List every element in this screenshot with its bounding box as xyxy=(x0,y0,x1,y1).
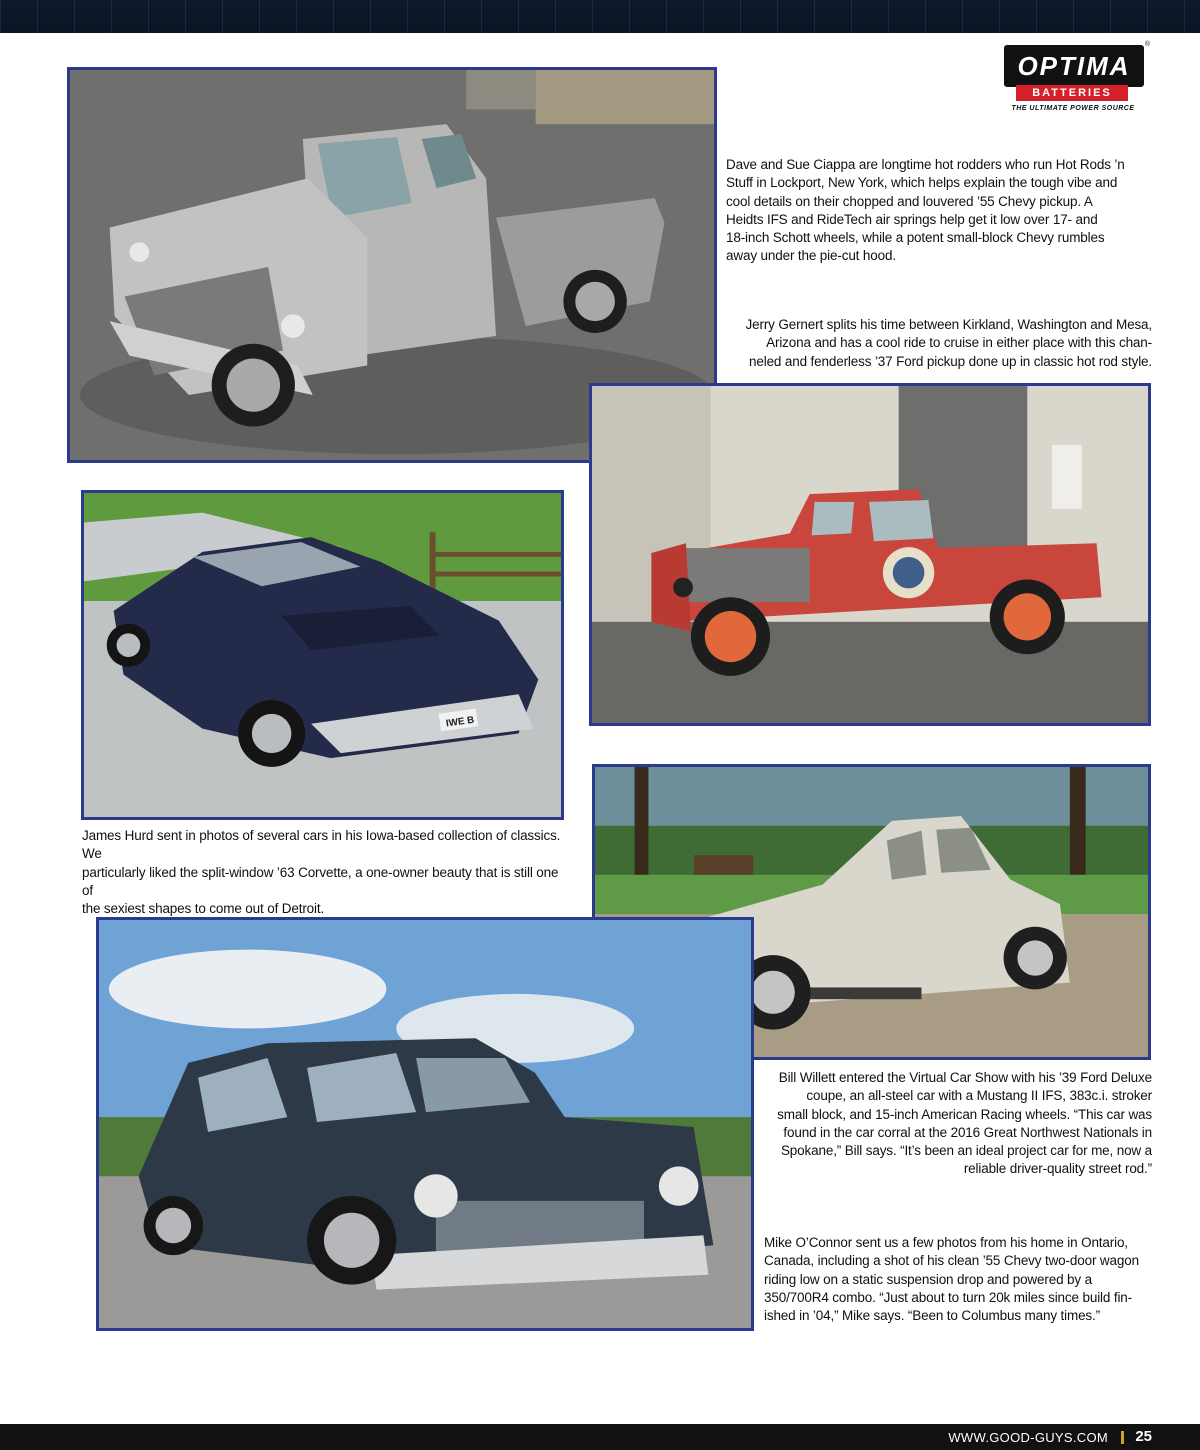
logo-sub: BATTERIES xyxy=(1032,87,1112,99)
caption-line: James Hurd sent in photos of several cars in his Iowa-based collection of classics. We xyxy=(82,828,561,862)
caption-line: 18-inch Schott wheels, while a potent small-block Chevy rumbles xyxy=(726,230,1105,246)
caption-line: Bill Willett entered the Virtual Car Show with his ’39 Ford Deluxe xyxy=(778,1070,1152,1085)
caption-37-ford-pickup xyxy=(700,316,1152,371)
logo-name: OPTIMA xyxy=(1017,50,1131,81)
footer-separator xyxy=(1121,1431,1124,1444)
footer-url[interactable]: WWW.GOOD-GUYS.COM xyxy=(948,1430,1108,1445)
caption-line: small block, and 15-inch American Racing wheels. “This car was xyxy=(777,1106,1152,1122)
caption-line: 350/700R4 combo. “Just about to turn 20k miles since build fin- xyxy=(764,1289,1133,1305)
caption-line: Spokane,” Bill says. “It’s been an ideal project car for me, now a xyxy=(780,1143,1152,1159)
caption-55-chevy-wagon xyxy=(764,1234,1164,1325)
caption-line: neled and fenderless ’37 Ford pickup done up in classic hot rod style. xyxy=(749,353,1152,369)
caption-line: coupe, an all-steel car with a Mustang II IFS, 383c.i. stroker xyxy=(806,1088,1152,1104)
caption-line: riding low on a static suspension drop and powered by a xyxy=(764,1271,1092,1287)
caption-line: found in the car corral at the 2016 Great Northwest Nationals in xyxy=(783,1124,1152,1140)
caption-line: Heidts IFS and RideTech air springs help get it low over 17- and xyxy=(726,211,1098,227)
caption-line: reliable driver-quality street rod.” xyxy=(963,1161,1152,1177)
caption-63-corvette xyxy=(82,827,562,918)
caption-39-ford-coupe xyxy=(700,1069,1152,1179)
logo-wordmark xyxy=(1004,45,1144,87)
caption-line: Mike O’Connor sent us a few photos from his home in Ontario, xyxy=(764,1235,1128,1250)
caption-line: Jerry Gernert splits his time between Kirkland, Washington and Mesa, xyxy=(745,317,1152,332)
caption-line: away under the pie-cut hood. xyxy=(726,248,896,264)
caption-line: cool details on their chopped and louvered ’55 Chevy pickup. A xyxy=(726,193,1093,209)
photo-37-ford-pickup xyxy=(589,383,1151,726)
caption-line: Arizona and has a cool ride to cruise in either place with this chan- xyxy=(766,335,1152,351)
license-plate-text: IWE B xyxy=(445,714,476,730)
optima-logo xyxy=(1004,41,1150,120)
page-footer xyxy=(0,1424,1200,1450)
logo-subbar xyxy=(1016,85,1128,101)
caption-line: Stuff in Lockport, New York, which helps explain the tough vibe and xyxy=(726,175,1118,191)
caption-55-chevy-pickup xyxy=(726,156,1156,266)
top-banner xyxy=(0,0,1200,33)
photo-63-corvette xyxy=(81,490,564,820)
caption-line: ished in ’04,” Mike says. “Been to Columbus many times.” xyxy=(764,1308,1100,1324)
photo-55-chevy-wagon xyxy=(96,917,754,1331)
caption-line: particularly liked the split-window ’63 Corvette, a one-owner beauty that is still one of xyxy=(82,864,559,898)
logo-tagline: THE ULTIMATE POWER SOURCE xyxy=(1011,105,1135,112)
caption-line: the sexiest shapes to come out of Detroit. xyxy=(82,901,325,917)
caption-line: Canada, including a shot of his clean ’55 Chevy two-door wagon xyxy=(764,1253,1139,1269)
registered-mark: ® xyxy=(1144,41,1150,48)
page-number: 25 xyxy=(1135,1428,1152,1445)
caption-line: Dave and Sue Ciappa are longtime hot rodders who run Hot Rods ’n xyxy=(726,157,1125,172)
